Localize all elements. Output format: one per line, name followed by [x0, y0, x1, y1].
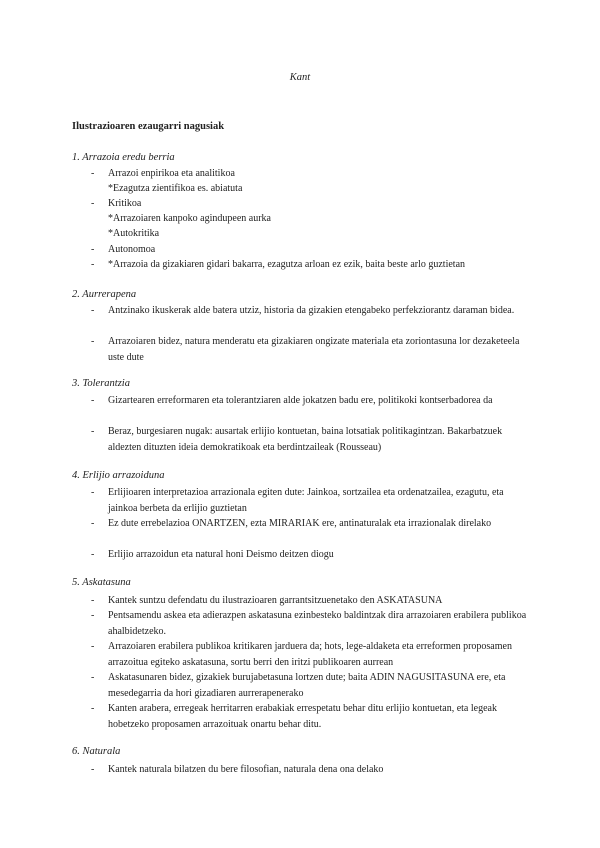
list-item: - Beraz, burgesiaren nugak: ausartak erlijio kontuetan, baina lotsatiak politikagintzan. Bakarbatzuek aldezten dituzten ideia demokratikoak eta berdintzaileak (Rousseau) [91, 426, 503, 453]
list-item: - Ez dute errebelazioa ONARTZEN, ezta MIRARIAK ere, antinaturalak eta irrazionalak direlako [91, 518, 492, 529]
section-heading: 5. Askatasuna [72, 577, 131, 588]
list-item: - Arrazoiaren bidez, natura menderatu eta gizakiaren ongizate materiala eta zoriontasuna lor dezaketeela uste dute [91, 336, 520, 363]
main-heading: Ilustrazioaren ezaugarri nagusiak [72, 121, 225, 132]
list-item: - Kantek naturala bilatzen du bere filosofian, naturala dena ona delako [91, 764, 384, 775]
sub-item: *Arrazoiaren kanpoko agindupeen aurka [108, 213, 271, 224]
section-heading: 1. Arrazoia eredu berria [72, 152, 175, 163]
list-item: - *Arrazoia da gizakiaren gidari bakarra, ezagutza arloan ez ezik, baita beste arlo guztietan [91, 259, 466, 270]
list-item: - Erlijioaren interpretazioa arrazionala egiten dute: Jainkoa, sortzailea eta ordenatzailea, ezagutu, eta jainkoa berbeta da erlijio guztietan [91, 487, 504, 514]
list-item: - Erlijio arrazoidun eta natural honi Deismo deitzen diogu [91, 549, 334, 560]
sub-item: *Ezagutza zientifikoa es. abiatuta [108, 183, 243, 194]
page-title: Kant [289, 72, 311, 83]
list-item: - Antzinako ikuskerak alde batera utziz, historia da gizakien etengabeko perfekziorantz daraman bidea. [91, 305, 515, 316]
sub-item: *Autokritika [108, 228, 160, 239]
list-item: - Arrazoiaren erabilera publikoa kritikaren jarduera da; hots, lege-aldaketa eta erreformen proposamen arrazoitua egiteko askatasuna, sortu berri den iritzi publikoaren aurrean [91, 641, 512, 668]
list-item: - Pentsamendu askea eta adierazpen askatasuna ezinbesteko baldintzak dira arrazoiaren erabilera publikoa ahalbidetzeko. [91, 610, 527, 637]
list-item: - Arrazoi enpirikoa eta analitikoa [91, 168, 235, 179]
section-heading: 6. Naturala [72, 746, 121, 757]
list-item: - Gizartearen erreformaren eta tolerantziaren alde jokatzen badu ere, politikoki kontserbadorea da [91, 395, 493, 406]
section-heading: 2. Aurrerapena [72, 289, 137, 300]
section-heading: 3. Tolerantzia [72, 378, 130, 389]
list-item: - Kritikoa [91, 198, 142, 209]
list-item: - Kantek suntzu defendatu du ilustrazioaren garrantsitzuenetako den ASKATASUNA [91, 595, 443, 606]
section-heading: 4. Erlijio arrazoiduna [72, 470, 165, 481]
list-item: - Autonomoa [91, 244, 156, 255]
list-item: - Askatasunaren bidez, gizakiek burujabetasuna lortzen dute; baita ADIN NAGUSITASUNA ere, eta mesedegarria da hori gizadiaren aurrerapenerako [91, 672, 506, 699]
list-item: - Kanten arabera, erregeak herritarren erabakiak errespetatu behar ditu erlijio kontuetan, eta legeak hobetzeko proposamen arrazoituak onartu behar ditu. [91, 703, 497, 730]
